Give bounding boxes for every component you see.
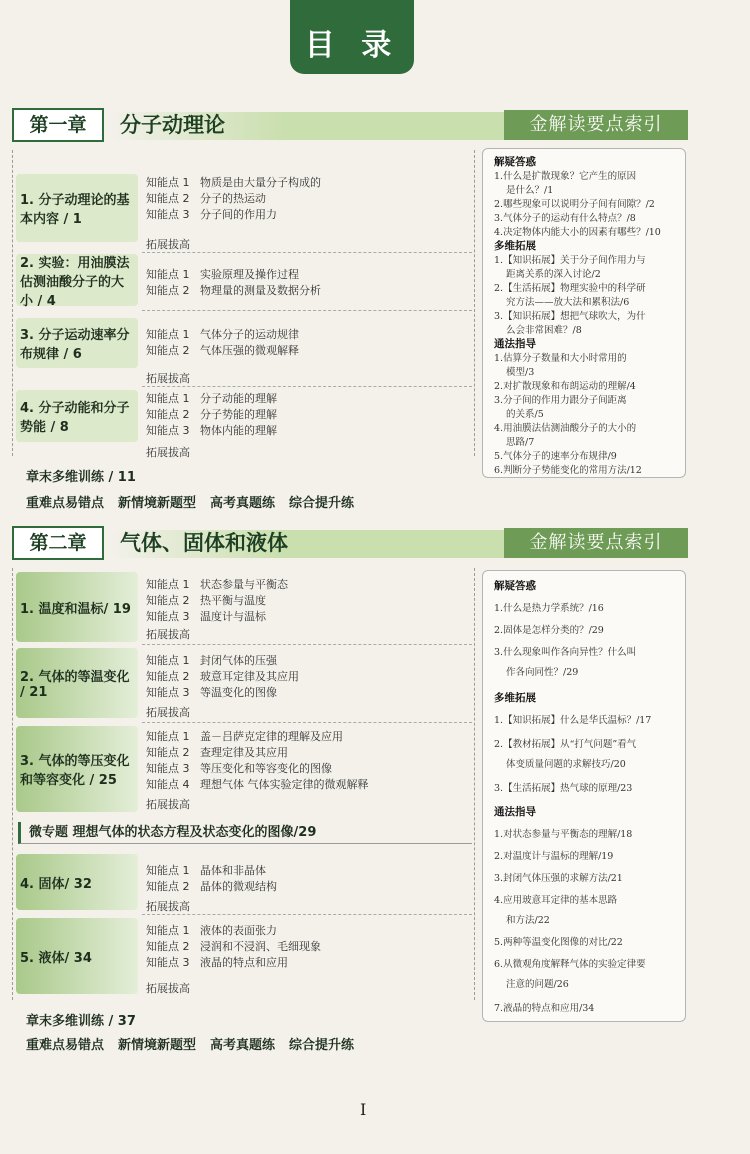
index-item[interactable]: 作各向同性？/29 [506, 667, 579, 678]
index-item[interactable]: 3.【知识拓展】想把气球吹大，为什 [494, 311, 646, 322]
index-item[interactable]: 思路/7 [506, 437, 535, 448]
point-row: 知能点 3 分子间的作用力 [146, 208, 277, 221]
chapter-1-summary[interactable]: 章末多维训练 / 11 [26, 470, 136, 485]
point-row: 知能点 2 查理定律及其应用 [146, 746, 288, 759]
index-item[interactable]: 4.用油膜法估测油酸分子的大小的 [494, 423, 637, 434]
index-head: 解疑答惑 [494, 580, 536, 592]
point-row: 知能点 3 等压变化和等容变化的图像 [146, 762, 332, 775]
index-item[interactable]: 的关系/5 [506, 409, 544, 420]
index-item[interactable]: 3.封闭气体压强的求解方法/21 [494, 873, 623, 884]
point-row: 知能点 2 气体压强的微观解释 [146, 344, 299, 357]
point-row: 知能点 2 热平衡与温度 [146, 594, 266, 607]
index-item[interactable]: 7.液晶的特点和应用/34 [494, 1003, 595, 1014]
point-row: 知能点 4 理想气体 气体实验定律的微观解释 [146, 778, 369, 791]
index-item[interactable]: 5.两种等温变化图像的对比/22 [494, 937, 623, 948]
index-head: 多维拓展 [494, 240, 536, 252]
chapter-2-header [12, 526, 688, 560]
page-number: I [360, 1100, 367, 1119]
page-title: 目 录 [290, 0, 414, 74]
chapter-2-index-panel [482, 570, 686, 1022]
point-row: 知能点 2 浸润和不浸润、毛细现象 [146, 940, 321, 953]
chapter-2-summary-items: 重难点易错点 新情境新题型 高考真题练 综合提升练 [26, 1038, 355, 1053]
point-row: 知能点 1 晶体和非晶体 [146, 864, 266, 877]
point-row: 知能点 3 物体内能的理解 [146, 424, 277, 437]
chapter-1-topic-4[interactable]: 4. 分子动能和分子势能 / 8 [16, 390, 138, 442]
chapter-2-summary[interactable]: 章末多维训练 / 37 [26, 1014, 136, 1029]
point-row: 知能点 2 分子的热运动 [146, 192, 266, 205]
index-item[interactable]: 3.分子间的作用力跟分子间距离 [494, 395, 627, 406]
point-row: 知能点 1 实验原理及操作过程 [146, 268, 299, 281]
index-head: 解疑答惑 [494, 156, 536, 168]
chapter-2-topic-1[interactable]: 1. 温度和温标/ 19 [16, 572, 138, 642]
point-row: 知能点 3 温度计与温标 [146, 610, 266, 623]
index-item[interactable]: 距离关系的深入讨论/2 [506, 269, 601, 280]
point-row: 知能点 2 玻意耳定律及其应用 [146, 670, 299, 683]
extension-label: 拓展拔高 [146, 446, 190, 459]
point-row: 知能点 3 液晶的特点和应用 [146, 956, 288, 969]
extension-label: 拓展拔高 [146, 706, 190, 719]
index-head: 通法指导 [494, 806, 536, 818]
chapter-1-topic-2[interactable]: 2. 实验：用油膜法估测油酸分子的大小 / 4 [16, 254, 138, 306]
index-item[interactable]: 2.哪些现象可以说明分子间有间隙？/2 [494, 199, 655, 210]
index-head: 多维拓展 [494, 692, 536, 704]
point-row: 知能点 1 盖－吕萨克定律的理解及应用 [146, 730, 343, 743]
point-row: 知能点 3 等温变化的图像 [146, 686, 277, 699]
point-row: 知能点 1 液体的表面张力 [146, 924, 277, 937]
index-item[interactable]: 6.从微观角度解释气体的实验定律要 [494, 959, 646, 970]
index-item[interactable]: 1.什么是扩散现象？它产生的原因 [494, 171, 637, 182]
extension-label: 拓展拔高 [146, 628, 190, 641]
index-item[interactable]: 模型/3 [506, 367, 535, 378]
extension-label: 拓展拔高 [146, 798, 190, 811]
index-item[interactable]: 4.应用玻意耳定律的基本思路 [494, 895, 618, 906]
chapter-2-index-tag: 金解读要点索引 [504, 528, 688, 558]
point-row: 知能点 2 分子势能的理解 [146, 408, 277, 421]
chapter-1-index-tag: 金解读要点索引 [504, 110, 688, 140]
index-item[interactable]: 1.【知识拓展】关于分子间作用力与 [494, 255, 646, 266]
chapter-1-topic-3[interactable]: 3. 分子运动速率分布规律 / 6 [16, 318, 138, 368]
index-item[interactable]: 究方法——放大法和累积法/6 [506, 297, 630, 308]
point-row: 知能点 2 物理量的测量及数据分析 [146, 284, 321, 297]
index-item[interactable]: 6.判断分子势能变化的常用方法/12 [494, 465, 642, 476]
extension-label: 拓展拔高 [146, 982, 190, 995]
point-row: 知能点 1 封闭气体的压强 [146, 654, 277, 667]
chapter-1-summary-items: 重难点易错点 新情境新题型 高考真题练 综合提升练 [26, 496, 355, 511]
index-item[interactable]: 1.对状态参量与平衡态的理解/18 [494, 829, 633, 840]
extension-label: 拓展拔高 [146, 238, 190, 251]
chapter-2-topic-2[interactable]: 2. 气体的等温变化 / 21 [16, 648, 138, 718]
index-item[interactable]: 2.对温度计与温标的理解/19 [494, 851, 614, 862]
index-item[interactable]: 注意的问题/26 [506, 979, 569, 990]
chapter-1-title: 分子动理论 [120, 113, 225, 137]
index-item[interactable]: 1.【知识拓展】什么是华氏温标？/17 [494, 715, 652, 726]
point-row: 知能点 1 物质是由大量分子构成的 [146, 176, 321, 189]
chapter-2-topic-4[interactable]: 4. 固体/ 32 [16, 854, 138, 910]
index-item[interactable]: 3.气体分子的运动有什么特点？/8 [494, 213, 636, 224]
chapter-2-title: 气体、固体和液体 [120, 531, 288, 555]
index-item[interactable]: 2.【生活拓展】物理实验中的科学研 [494, 283, 646, 294]
index-item[interactable]: 和方法/22 [506, 915, 550, 926]
index-item[interactable]: 体变质量问题的求解技巧/20 [506, 759, 626, 770]
point-row: 知能点 2 晶体的微观结构 [146, 880, 277, 893]
chapter-2-topic-5[interactable]: 5. 液体/ 34 [16, 918, 138, 994]
index-item[interactable]: 3.什么现象叫作各向异性？什么叫 [494, 647, 637, 658]
chapter-2-topic-3[interactable]: 3. 气体的等压变化和等容变化 / 25 [16, 726, 138, 812]
index-item[interactable]: 么会非常困难？/8 [506, 325, 582, 336]
index-item[interactable]: 2.【教材拓展】从“打气问题”看气 [494, 739, 637, 750]
extension-label: 拓展拔高 [146, 372, 190, 385]
point-row: 知能点 1 气体分子的运动规律 [146, 328, 299, 341]
index-item[interactable]: 2.对扩散现象和布朗运动的理解/4 [494, 381, 636, 392]
chapter-1-header [12, 108, 688, 142]
chapter-1-label: 第一章 [12, 108, 104, 142]
point-row: 知能点 1 分子动能的理解 [146, 392, 277, 405]
point-row: 知能点 1 状态参量与平衡态 [146, 578, 288, 591]
chapter-2-label: 第二章 [12, 526, 104, 560]
extension-label: 拓展拔高 [146, 900, 190, 913]
index-item[interactable]: 4.决定物体内能大小的因素有哪些？/10 [494, 227, 661, 238]
index-item[interactable]: 2.固体是怎样分类的？/29 [494, 625, 604, 636]
index-item[interactable]: 5.气体分子的速率分布规律/9 [494, 451, 617, 462]
index-item[interactable]: 是什么？/1 [506, 185, 554, 196]
chapter-1-topic-1[interactable]: 1. 分子动理论的基本内容 / 1 [16, 174, 138, 242]
index-item[interactable]: 1.估算分子数量和大小时常用的 [494, 353, 627, 364]
index-item[interactable]: 1.什么是热力学系统？/16 [494, 603, 604, 614]
micro-topic[interactable]: 微专题 理想气体的状态方程及状态变化的图像/29 [18, 822, 472, 844]
index-head: 通法指导 [494, 338, 536, 350]
index-item[interactable]: 3.【生活拓展】热气球的原理/23 [494, 783, 633, 794]
